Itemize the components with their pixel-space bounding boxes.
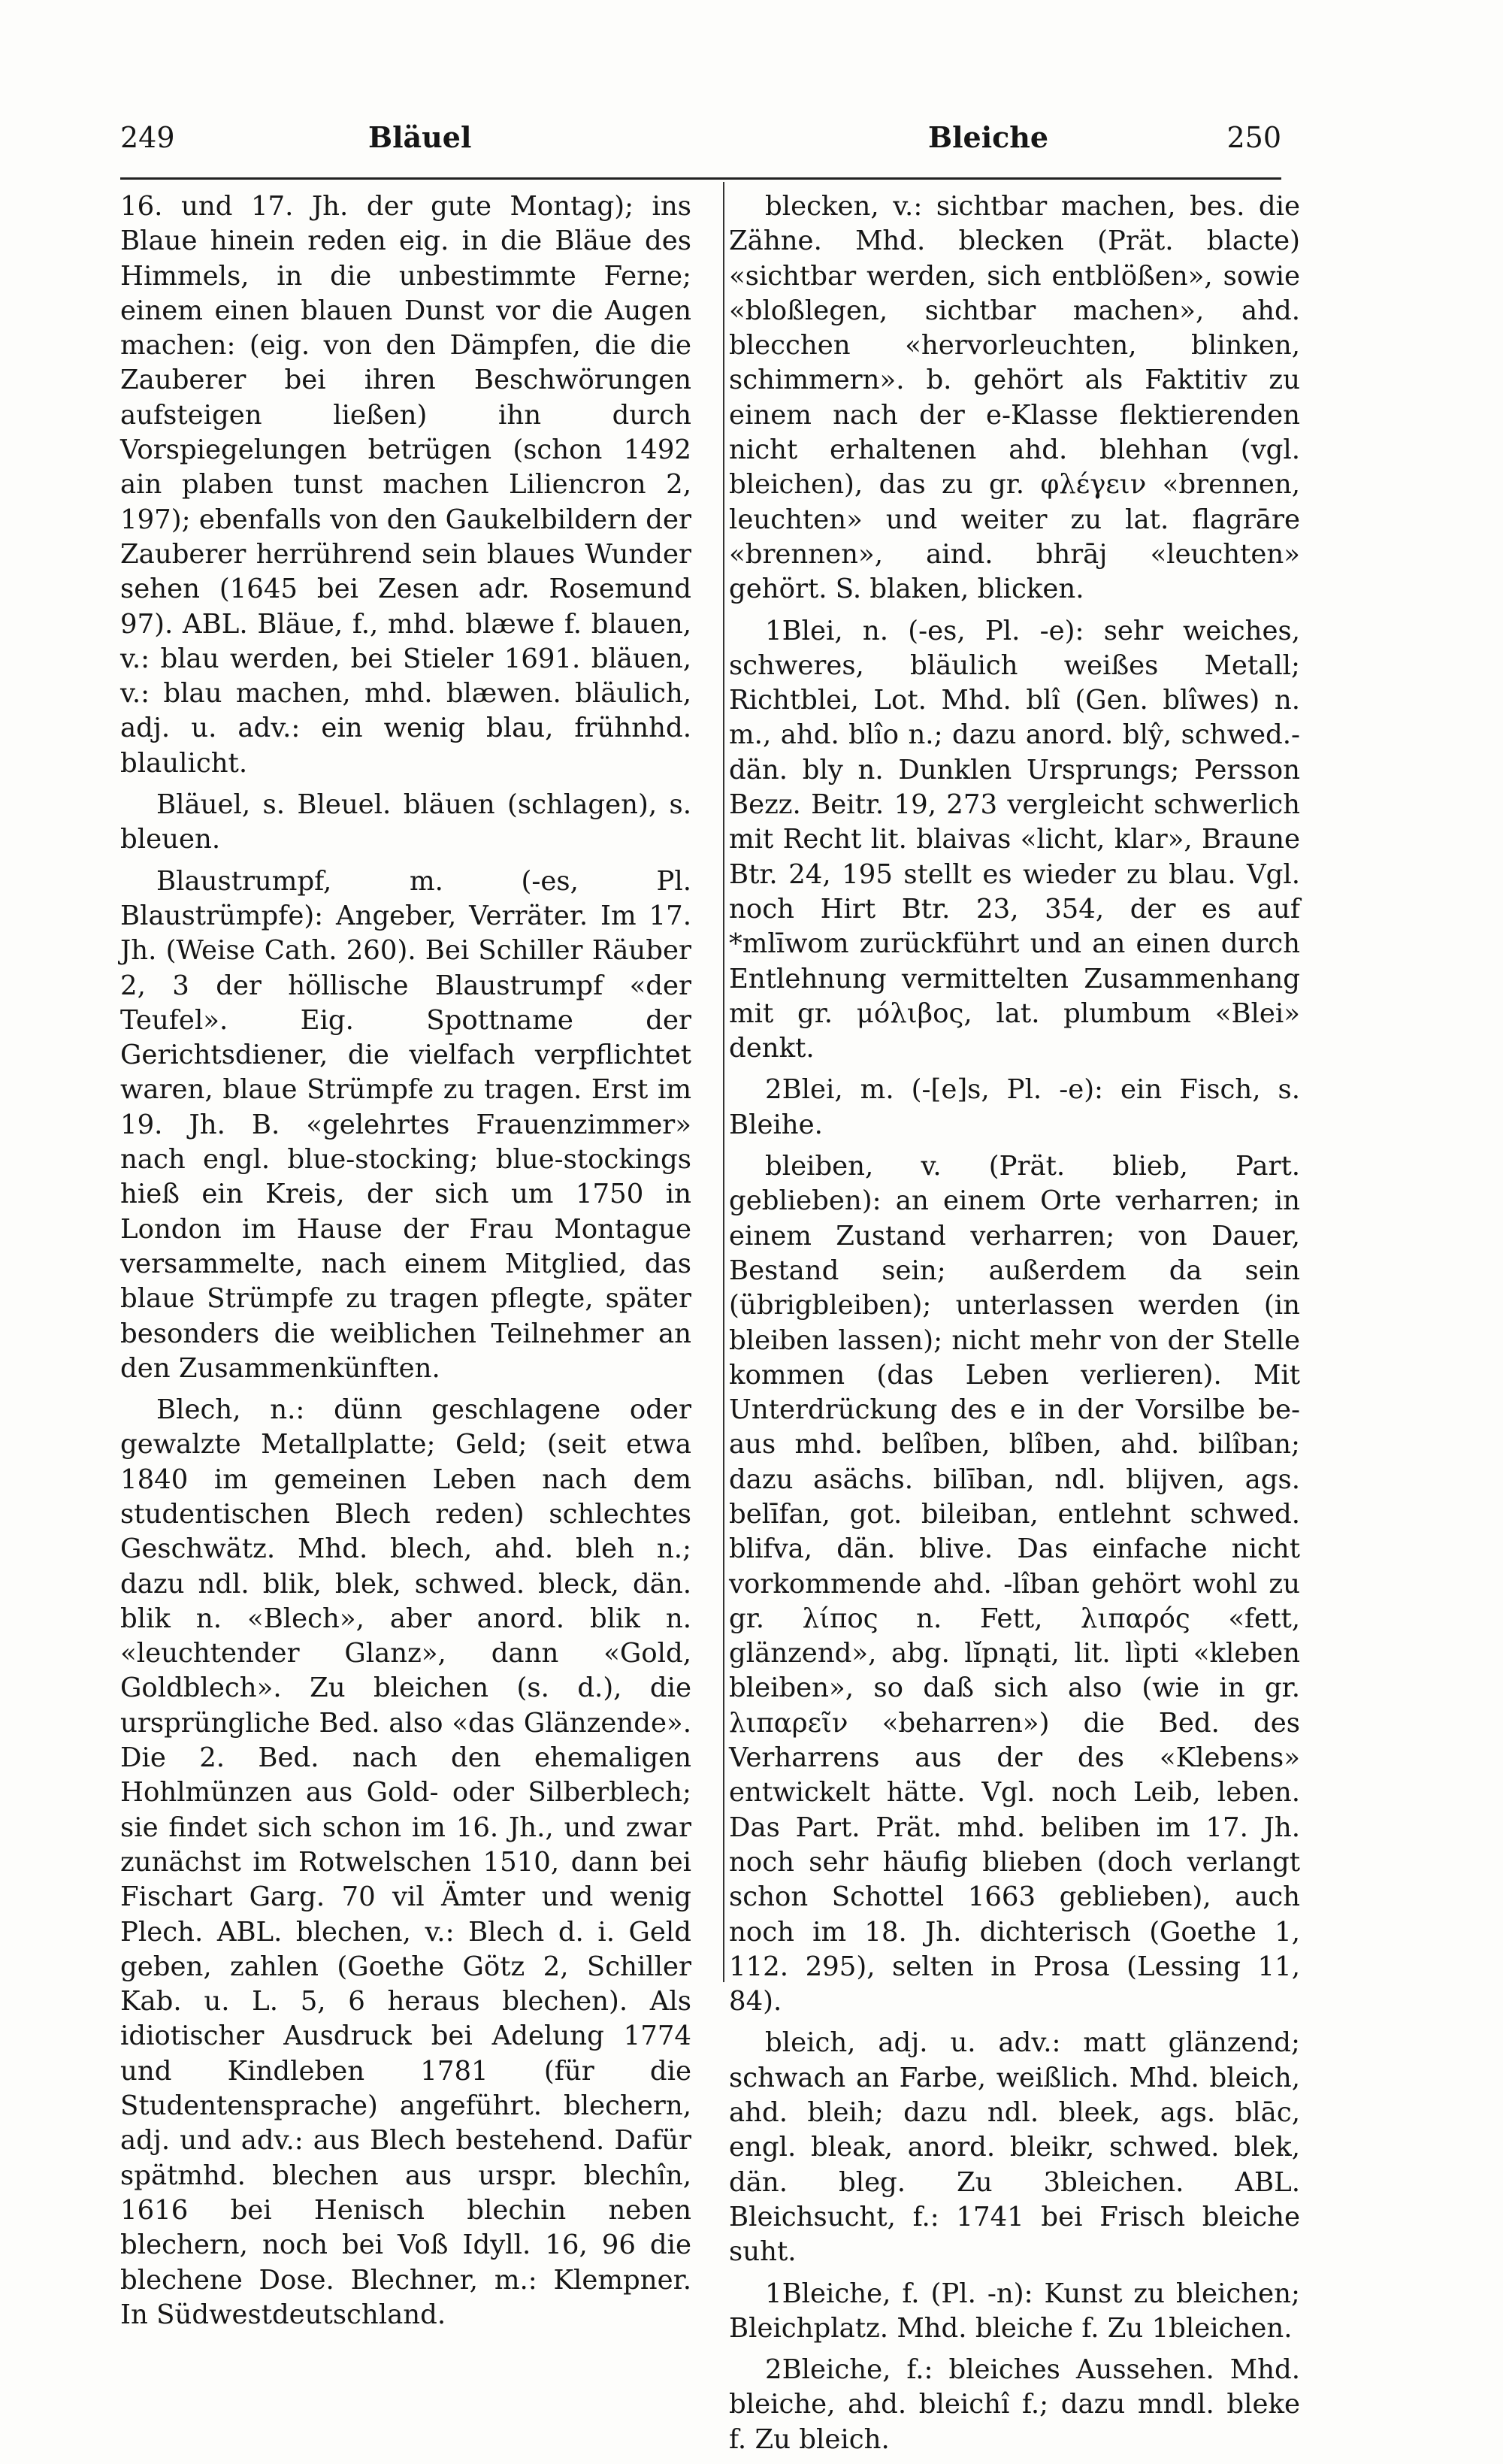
entry-bleich: bleich, adj. u. adv.: matt glänzend; schwach an Farbe, weißlich. Mhd. bleich, ahd. bleih; dazu ndl. bleek, ags. blāc, engl. bleak, anord. bleikr, schwed. blek, dän. bleg. Zu 3bleichen. ABL. Bleichsucht, f.: 1741 bei Frisch bleiche suht. — [729, 2027, 1300, 2268]
page-number-right: 250 — [1226, 121, 1281, 154]
page-header — [120, 120, 1281, 173]
entry-bleiche-1: 1Bleiche, f. (Pl. -n): Kunst zu bleichen; Bleichplatz. Mhd. bleiche f. Zu 1bleichen. — [729, 2278, 1300, 2344]
running-head-right: Bleiche — [928, 120, 1049, 154]
entry-blei-2: 2Blei, m. (-[e]s, Pl. -e): ein Fisch, s. Bleihe. — [729, 1074, 1300, 1140]
entry-blei-1: 1Blei, n. (-es, Pl. -e): sehr weiches, schweres, bläulich weißes Metall; Richtblei, Lot. Mhd. blî (Gen. blîwes) n. m., ahd. blîo n.; dazu anord. blŷ, schwed.-dän. bly n. Dunklen Ursprungs; Persson Bezz. Beitr. 19, 273 vergleicht schwerlich mit Recht lit. blaivas «licht, klar», Braune Btr. 24, 195 stellt es wieder zu blau. Vgl. noch Hirt Btr. 23, 354, der es auf *mlīwom zurückführt und an einen durch Entlehnung vermittelten Zusammenhang mit gr. μόλιβος, lat. plumbum «Blei» denkt. — [729, 615, 1300, 1064]
entry-blaeuel: Bläuel, s. Bleuel. bläuen (schlagen), s. bleuen. — [120, 789, 691, 855]
entry-blech: Blech, n.: dünn geschlagene oder gewalzte Metallplatte; Geld; (seit etwa 1840 im gemeinen Leben nach dem studentischen Blech reden) schlechtes Geschwätz. Mhd. blech, ahd. bleh n.; dazu ndl. blik, blek, schwed. bleck, dän. blik n. «Blech», aber anord. blik n. «leuchtender Glanz», dann «Gold, Goldblech». Zu bleichen (s. d.), die ursprüngliche Bed. also «das Glänzende». Die 2. Bed. nach den ehemaligen Hohlmünzen aus Gold- oder Silberblech; sie findet sich schon im 16. Jh., und zwar zunächst im Rotwelschen 1510, dann bei Fischart Garg. 70 vil Ämter und wenig Plech. ABL. blechen, v.: Blech d. i. Geld geben, zahlen (Goethe Götz 2, Schiller Kab. u. L. 5, 6 heraus blechen). Als idiotischer Ausdruck bei Adelung 1774 und Kindleben 1781 (für die Studentensprache) angeführt. blechern, adj. und adv.: aus Blech bestehend. Dafür spätmhd. blechen aus urspr. blechîn, 1616 bei Henisch blechin neben blechern, noch bei Voß Idyll. 16, 96 die blechene Dose. Blechner, m.: Klempner. In Südwestdeutschland. — [120, 1394, 691, 2330]
running-head-left: Bläuel — [368, 120, 472, 154]
entry-blau-continued: 16. und 17. Jh. der gute Montag); ins Blaue hinein reden eig. in die Bläue des Himmels, in die unbestimmte Ferne; einem einen blauen Dunst vor die Augen machen: (eig. von den Dämpfen, die die Zauberer bei ihren Beschwörungen aufsteigen ließen) ihn durch Vorspiegelungen betrügen (schon 1492 ain plaben tunst machen Liliencron 2, 197); ebenfalls von den Gaukelbildern der Zauberer herrührend sein blaues Wunder sehen (1645 bei Zesen adr. Rosemund 97). ABL. Bläue, f., mhd. blæwe f. blauen, v.: blau werden, bei Stieler 1691. bläuen, v.: blau machen, mhd. blæwen. bläulich, adj. u. adv.: ein wenig blau, frühnhd. blaulicht. — [120, 191, 691, 779]
entry-bleiben: bleiben, v. (Prät. blieb, Part. geblieben): an einem Orte verharren; in einem Zustand verharren; von Dauer, Bestand sein; außerdem da sein (übrigbleiben); unterlassen werden (in bleiben lassen); nicht mehr von der Stelle kommen (das Leben verlieren). Mit Unterdrückung des e in der Vorsilbe be- aus mhd. belîben, blîben, ahd. bilîban; dazu asächs. bilīban, ndl. blijven, ags. belīfan, got. bileiban, entlehnt schwed. blifva, dän. blive. Das einfache nicht vorkommende ahd. -lîban gehört wohl zu gr. λίπος n. Fett, λιπαρός «fett, glänzend», abg. lĭpnąti, lit. lìpti «kleben bleiben», so daß sich also (wie in gr. λιπαρεῖν «beharren») die Bed. des Verharrens aus der des «Klebens» entwickelt hätte. Vgl. noch Leib, leben. Das Part. Prät. mhd. beliben im 17. Jh. noch sehr häufig blieben (doch verlangt schon Schottel 1663 geblieben), auch noch im 18. Jh. dichterisch (Goethe 1, 112. 295), selten in Prosa (Lessing 11, 84). — [729, 1151, 1300, 2018]
right-column — [729, 189, 1300, 2464]
page-number-left: 249 — [120, 121, 175, 154]
left-column — [120, 189, 691, 2339]
entry-blecken: blecken, v.: sichtbar machen, bes. die Zähne. Mhd. blecken (Prät. blacte) «sichtbar werden, sich entblößen», sowie «bloßlegen, sichtbar machen», ahd. blecchen «hervorleuchten, blinken, schimmern». b. gehört als Faktitiv zu einem nach der e-Klasse flektierenden nicht erhaltenen ahd. blehhan (vgl. bleichen), das zu gr. φλέγειν «brennen, leuchten» und weiter zu lat. flagrāre «brennen», aind. bhrāj «leuchten» gehört. S. blaken, blicken. — [729, 191, 1300, 605]
entry-bleiche-2: 2Bleiche, f.: bleiches Aussehen. Mhd. bleiche, ahd. bleichî f.; dazu mndl. bleke f. Zu bleich. — [729, 2354, 1300, 2455]
column-divider — [723, 182, 724, 1982]
header-rule — [120, 177, 1281, 180]
entry-blaustrumpf: Blaustrumpf, m. (-es, Pl. Blaustrümpfe): Angeber, Verräter. Im 17. Jh. (Weise Cath. 260). Bei Schiller Räuber 2, 3 der höllische Blaustrumpf «der Teufel». Eig. Spottname der Gerichtsdiener, die vielfach verpflichtet waren, blaue Strümpfe zu tragen. Erst im 19. Jh. B. «gelehrtes Frauenzimmer» nach engl. blue-stocking; blue-stockings hieß ein Kreis, der sich um 1750 in London im Hause der Frau Montague versammelte, nach einem Mitglied, das blaue Strümpfe zu tragen pflegte, später besonders die weiblichen Teilnehmer an den Zusammenkünften. — [120, 865, 691, 1384]
